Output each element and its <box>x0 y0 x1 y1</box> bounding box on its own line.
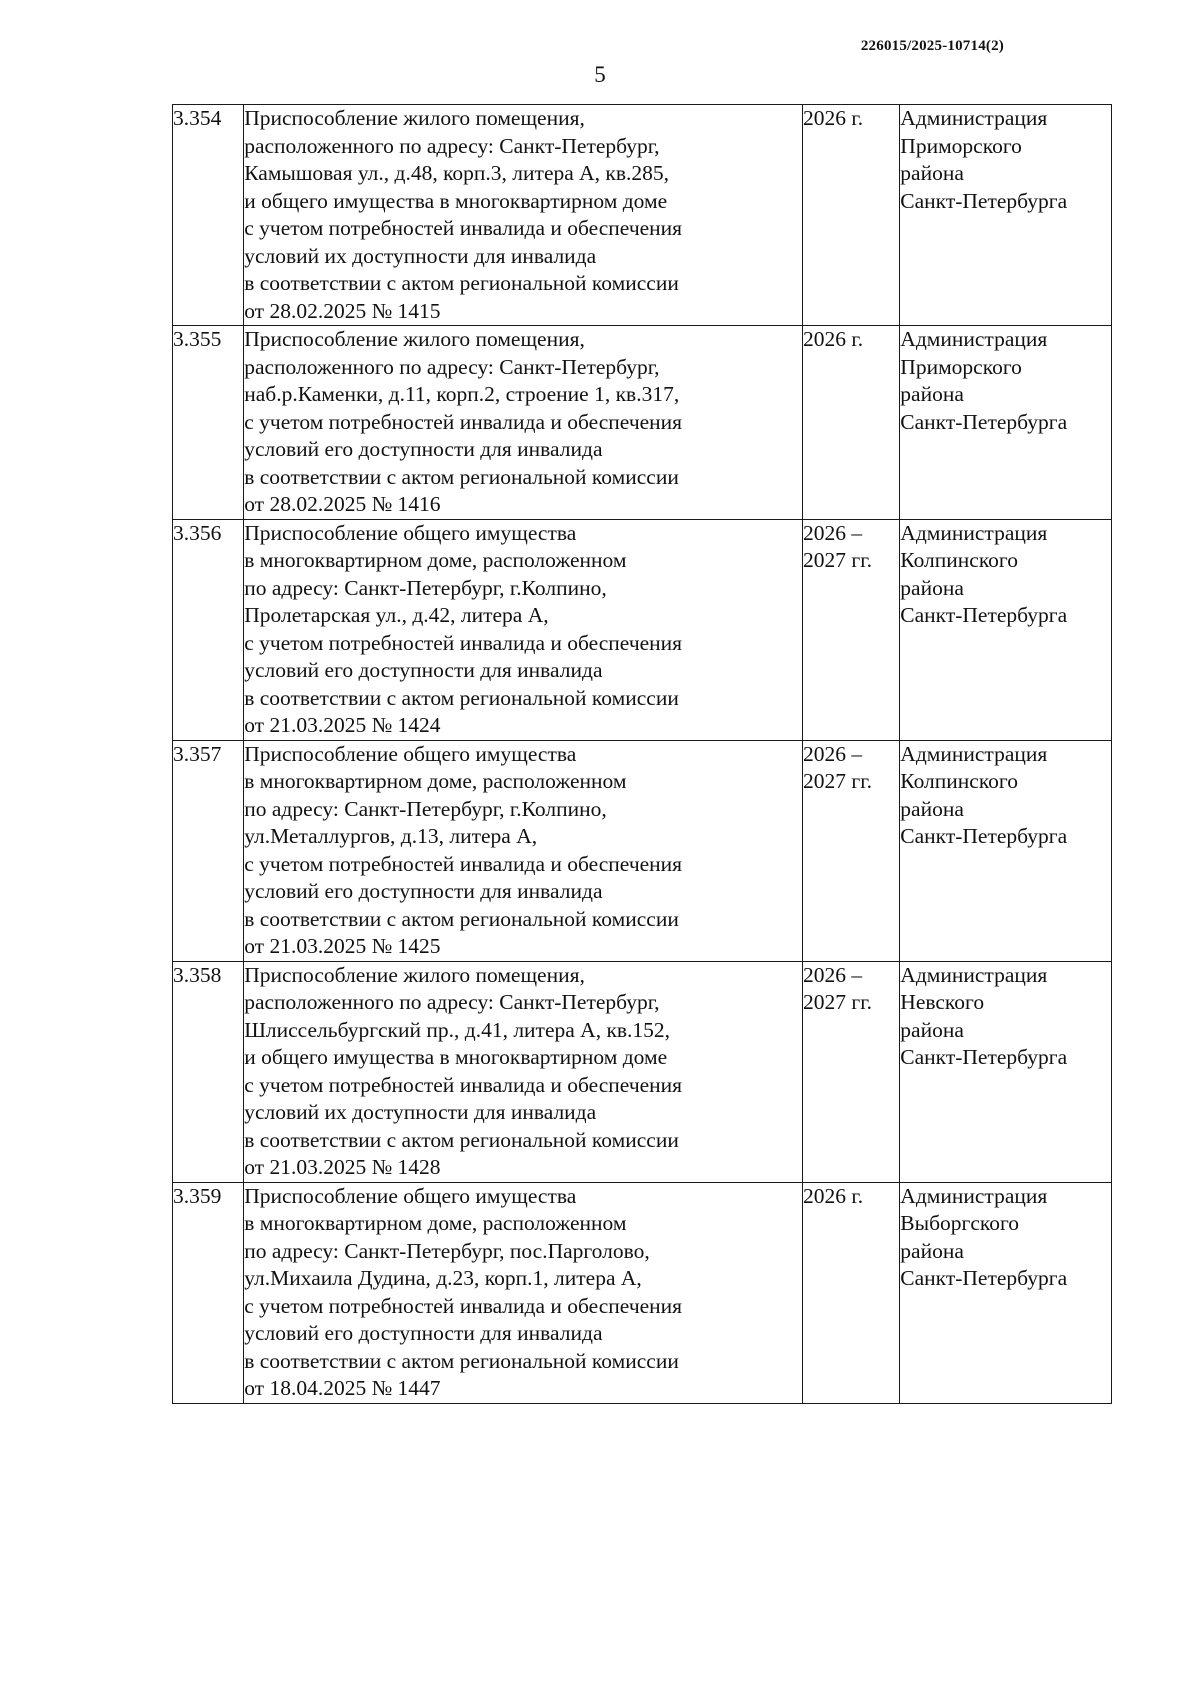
description-cell <box>244 326 803 520</box>
responsible-cell <box>900 326 1112 520</box>
description-line: от 28.02.2025 № 1416 <box>244 492 441 516</box>
description-cell <box>244 740 803 961</box>
responsible-line: Администрация <box>900 962 1048 987</box>
description-line: в соответствии с актом региональной комиссии <box>244 685 679 710</box>
responsible-cell <box>900 1182 1112 1403</box>
description-line: условий его доступности для инвалида <box>244 1321 603 1345</box>
description-line: Приспособление общего имущества <box>244 520 577 545</box>
item-number: 3.354 <box>173 106 222 130</box>
deadline-cell <box>803 326 900 520</box>
description-cell <box>244 1182 803 1403</box>
description-line: Приспособление жилого помещения, <box>244 106 585 130</box>
description-line: Пролетарская ул., д.42, литера А, <box>244 603 549 627</box>
description-line: с учетом потребностей инвалида и обеспечения <box>244 630 683 655</box>
deadline-line: 2026 – <box>803 520 863 545</box>
description-line: с учетом потребностей инвалида и обеспечения <box>244 1293 683 1318</box>
deadline-cell <box>803 740 900 961</box>
item-number-cell <box>173 105 244 326</box>
responsible-line: Колпинского <box>900 548 1018 572</box>
description-line: в соответствии с актом региональной комиссии <box>244 271 679 295</box>
description-line: от 21.03.2025 № 1424 <box>244 713 441 737</box>
description-line: условий их доступности для инвалида <box>244 1100 597 1124</box>
responsible-line: Приморского <box>900 354 1022 379</box>
responsible-line: Санкт-Петербурга <box>900 409 1068 434</box>
description-line: по адресу: Санкт-Петербург, пос.Парголово, <box>244 1238 650 1263</box>
description-line: в многоквартирном доме, расположенном <box>244 548 627 572</box>
description-line: расположенного по адресу: Санкт-Петербург, <box>244 354 660 379</box>
deadline-line: 2027 гг. <box>803 990 872 1014</box>
description-line: в многоквартирном доме, расположенном <box>244 769 627 793</box>
description-line: в соответствии с актом региональной комиссии <box>244 464 679 489</box>
responsible-line: Администрация <box>900 741 1048 766</box>
deadline-cell <box>803 1182 900 1403</box>
item-number-cell <box>173 1182 244 1403</box>
responsible-line: Санкт-Петербурга <box>900 188 1068 213</box>
description-cell <box>244 105 803 326</box>
document-registration-number: 226015/2025-10714(2) <box>860 38 1004 54</box>
responsible-line: Санкт-Петербурга <box>900 824 1068 848</box>
responsible-line: Санкт-Петербурга <box>900 603 1068 627</box>
description-line: условий его доступности для инвалида <box>244 879 603 903</box>
deadline-line: 2026 – <box>803 741 863 766</box>
item-number: 3.359 <box>173 1183 222 1208</box>
item-number: 3.356 <box>173 520 222 545</box>
item-number-cell <box>173 740 244 961</box>
deadline-line: 2026 г. <box>803 1183 864 1208</box>
description-line: Приспособление жилого помещения, <box>244 327 585 351</box>
responsible-line: Санкт-Петербурга <box>900 1266 1068 1290</box>
responsible-line: Невского <box>900 990 985 1014</box>
description-line: расположенного по адресу: Санкт-Петербург, <box>244 990 660 1014</box>
description-line: по адресу: Санкт-Петербург, г.Колпино, <box>244 575 607 600</box>
description-line: условий их доступности для инвалида <box>244 243 597 268</box>
measures-table <box>172 104 1112 1404</box>
description-line: расположенного по адресу: Санкт-Петербург, <box>244 133 660 158</box>
responsible-line: Администрация <box>900 106 1048 130</box>
description-line: ул.Михаила Дудина, д.23, корп.1, литера А, <box>244 1266 642 1290</box>
table-row <box>173 740 1112 961</box>
measures-table-body <box>173 105 1112 1404</box>
page-number: 5 <box>594 62 606 87</box>
deadline-line: 2026 – <box>803 962 863 987</box>
item-number: 3.358 <box>173 962 222 987</box>
responsible-line: Выборгского <box>900 1211 1020 1235</box>
description-line: с учетом потребностей инвалида и обеспечения <box>244 1072 683 1097</box>
responsible-line: Санкт-Петербурга <box>900 1045 1068 1069</box>
description-cell <box>244 961 803 1182</box>
description-line: условий его доступности для инвалида <box>244 658 603 682</box>
deadline-line: 2026 г. <box>803 327 864 351</box>
responsible-cell <box>900 740 1112 961</box>
deadline-line: 2026 г. <box>803 106 864 130</box>
description-line: условий его доступности для инвалида <box>244 437 603 461</box>
description-line: Приспособление общего имущества <box>244 1183 577 1208</box>
description-line: наб.р.Каменки, д.11, корп.2, строение 1, кв.317, <box>244 382 680 406</box>
description-line: Приспособление общего имущества <box>244 741 577 766</box>
description-line: Шлиссельбургский пр., д.41, литера А, кв.152, <box>244 1017 671 1042</box>
item-number-cell <box>173 326 244 520</box>
responsible-line: Колпинского <box>900 769 1018 793</box>
responsible-line: Администрация <box>900 327 1048 351</box>
description-line: от 28.02.2025 № 1415 <box>244 298 441 323</box>
deadline-line: 2027 гг. <box>803 548 872 572</box>
responsible-line: района <box>900 796 964 821</box>
responsible-line: района <box>900 382 964 406</box>
responsible-line: района <box>900 1238 964 1263</box>
description-line: в многоквартирном доме, расположенном <box>244 1211 627 1235</box>
description-line: и общего имущества в многоквартирном доме <box>244 1045 668 1069</box>
responsible-line: Администрация <box>900 1183 1048 1208</box>
description-line: с учетом потребностей инвалида и обеспечения <box>244 216 683 240</box>
responsible-cell <box>900 961 1112 1182</box>
description-line: от 21.03.2025 № 1428 <box>244 1155 441 1179</box>
table-row <box>173 105 1112 326</box>
description-cell <box>244 519 803 740</box>
description-line: от 21.03.2025 № 1425 <box>244 934 441 958</box>
description-line: Приспособление жилого помещения, <box>244 962 585 987</box>
description-line: и общего имущества в многоквартирном доме <box>244 188 668 213</box>
description-line: в соответствии с актом региональной комиссии <box>244 1348 679 1373</box>
description-line: с учетом потребностей инвалида и обеспечения <box>244 851 683 876</box>
responsible-line: Приморского <box>900 133 1022 158</box>
deadline-cell <box>803 105 900 326</box>
description-line: с учетом потребностей инвалида и обеспечения <box>244 409 683 434</box>
description-line: ул.Металлургов, д.13, литера А, <box>244 824 538 848</box>
description-line: Камышовая ул., д.48, корп.3, литера А, кв.285, <box>244 161 670 185</box>
table-row <box>173 519 1112 740</box>
responsible-cell <box>900 519 1112 740</box>
item-number: 3.355 <box>173 327 222 351</box>
description-line: в соответствии с актом региональной комиссии <box>244 1127 679 1152</box>
responsible-line: района <box>900 1017 964 1042</box>
item-number-cell <box>173 519 244 740</box>
responsible-line: района <box>900 161 964 185</box>
table-row <box>173 326 1112 520</box>
deadline-cell <box>803 519 900 740</box>
item-number: 3.357 <box>173 741 222 766</box>
description-line: в соответствии с актом региональной комиссии <box>244 906 679 931</box>
responsible-line: района <box>900 575 964 600</box>
description-line: по адресу: Санкт-Петербург, г.Колпино, <box>244 796 607 821</box>
table-row <box>173 961 1112 1182</box>
description-line: от 18.04.2025 № 1447 <box>244 1376 441 1400</box>
table-row <box>173 1182 1112 1403</box>
deadline-line: 2027 гг. <box>803 769 872 793</box>
deadline-cell <box>803 961 900 1182</box>
responsible-cell <box>900 105 1112 326</box>
responsible-line: Администрация <box>900 520 1048 545</box>
item-number-cell <box>173 961 244 1182</box>
